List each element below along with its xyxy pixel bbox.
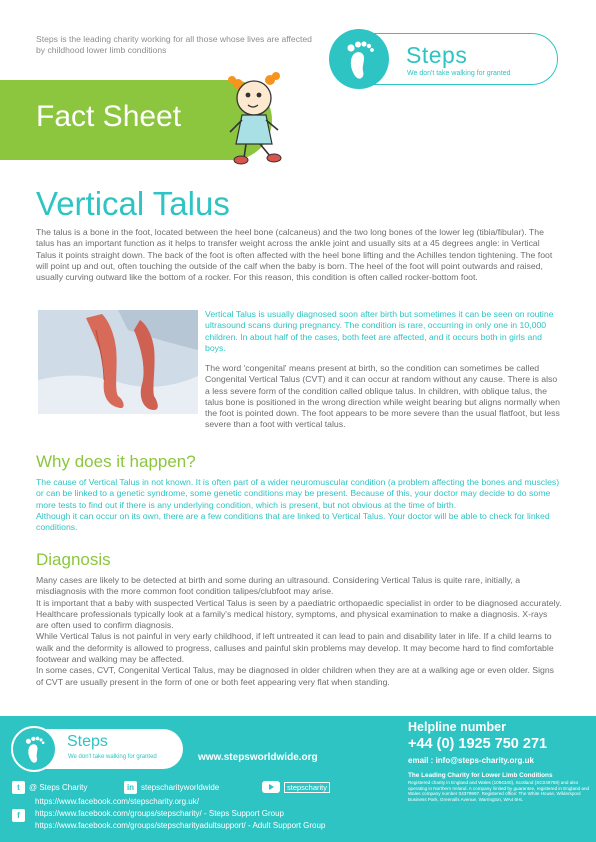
youtube-icon [262,781,280,793]
facebook-adult-group-link[interactable]: https://www.facebook.com/groups/stepscharityadultsupport/ - Adult Support Group [35,821,326,830]
youtube-link[interactable] [262,780,330,794]
helpline-label: Helpline number [408,720,506,734]
header-tagline: Steps is the leading charity working for all those whose lives are affected by childhood lower limb conditions [36,34,312,55]
why-section [36,477,562,533]
helpline-number[interactable]: +44 (0) 1925 750 271 [408,736,548,752]
facebook-icon: f [12,809,25,822]
diagnosis-paragraph-4: In some cases, CVT, Congenital Vertical Talus, may be diagnosed in older children when they are at a walking age or even older. Signs of CVT are usually present in the form of one or both feet appearing very flat when standing. [36,665,555,687]
baby-feet-photo [38,310,198,414]
why-heading: Why does it happen? [36,452,196,471]
website-link[interactable]: www.stepsworldwide.org [198,752,318,763]
logo-tagline: We don't take walking for granted [407,70,511,77]
steps-logo [332,33,558,85]
intro-paragraph: The talus is a bone in the foot, located between the heel bone (calcaneus) and the two long bones of the lower leg (tibia/fibular). The talus has an important function as it helps to transfer weight across the ankle joint and usually sits at a 45 degrees angle: in Vertical Talus it points straight down. The back of the foot is often affected with the heel bone lifting and the Achilles tendon tightening. The foot will point up and out, often touching the outside of the calf when the baby is born. The heel of the foot will point outwards and raised, usually curving outward like the bottom of a rocker. For this reason, this condition is often called rocker-bottom foot. [36,227,553,283]
charity-statement: The Leading Charity for Lower Limb Conditions [408,772,553,779]
diagnosis-section [36,575,562,688]
congenital-paragraph: The word 'congenital' means present at birth, so the condition can sometimes be called Congenital Vertical Talus (CVT) and it can occur at random without any cause. There is also a less severe form of the condition called oblique talus. In children, with oblique talus, the talus bone is positioned in the wrong direction while weight bearing but aligns normally when the foot is pointed down. The foot appears to be more severe than the usual flatfoot, but less severe than a foot with vertical talus. [205,363,560,430]
page-title: Vertical Talus [36,185,230,222]
diagnosis-timing-paragraph: Vertical Talus is usually diagnosed soon after birth but sometimes it can be seen on routine ultrasound scans during pregnancy. The condition is rare, occurring in only one in 10,000 children. In about half of the cases, both feet are affected, and it occurs both in girls and boys. [205,309,554,353]
diagnosis-paragraph-3: While Vertical Talus is not painful in very early childhood, if left untreated it can lead to pain and disability later in life. If a child learns to walk and the deformity is allowed to progress, calluses and painful skin problems may develop. It may become hard to find comfortable footwear and walking may be affected. [36,631,554,665]
diagnosis-heading: Diagnosis [36,550,111,569]
banner-title: Fact Sheet [36,100,182,133]
twitter-link[interactable] [12,780,87,794]
twitter-icon: t [12,781,25,794]
diagnosis-paragraph-1: Many cases are likely to be detected at birth and some during an ultrasound. Considering Vertical Talus is quite rare, initially, a misdiagnosis with the more common foot condition talipes/clubfoot may arise. [36,575,521,597]
footer [0,716,596,842]
logo-name: Steps [406,42,468,68]
facebook-page-link[interactable]: https://www.facebook.com/stepscharity.org.uk/ [35,797,199,806]
youtube-handle: stepscharity [284,782,330,793]
why-paragraph-2: Although it can occur on its own, there are a few conditions that are linked to Vertical Talus. Your doctor will be able to check for linked conditions. [36,510,550,533]
doll-mascot-image [224,68,294,168]
footer-logo-tagline: We don't take walking for granted [68,754,157,760]
facebook-links [35,796,325,832]
twitter-handle: @ Steps Charity [29,782,88,792]
footer-logo [13,729,183,769]
footprint-logo-icon [329,29,389,89]
footer-logo-name: Steps [67,733,108,750]
linkedin-link[interactable] [124,780,219,794]
email-address[interactable]: email : info@steps-charity.org.uk [408,756,534,765]
linkedin-icon: in [124,781,137,794]
linkedin-handle: stepscharityworldwide [141,782,220,792]
registration-details: Registered charity in England and Wales (1094340), Scotland (SC049759) and also operating in Northern Ireland. A company limited by guarantee, registered in England and Wales company number 04379997. Registered office: The White House, Wilderspool Business Park, Greenalls Avenue, Warrington, WA4 6HL [408,780,590,802]
footprint-logo-icon [11,726,57,772]
diagnosis-paragraph-2: It is important that a baby with suspected Vertical Talus is seen by a paediatric orthopaedic specialist in order to be diagnosed accurately. Healthcare professionals typically look at a family's medical history, symptoms, and physical examination to make a diagnosis. X-rays are often used to confirm diagnosis. [36,597,562,631]
facebook-support-group-link[interactable]: https://www.facebook.com/groups/stepscharity/ - Steps Support Group [35,809,285,818]
why-paragraph-1: The cause of Vertical Talus in not known. It is often part of a wider neuromuscular condition (a problem affecting the bones and muscles) or can be linked to a genetic syndrome, some genetic conditions may be present. Because of this, your doctor may decide to do some more tests to find out if there is any underlying condition, which is present, but not obvious at the time of birth. [36,477,560,510]
